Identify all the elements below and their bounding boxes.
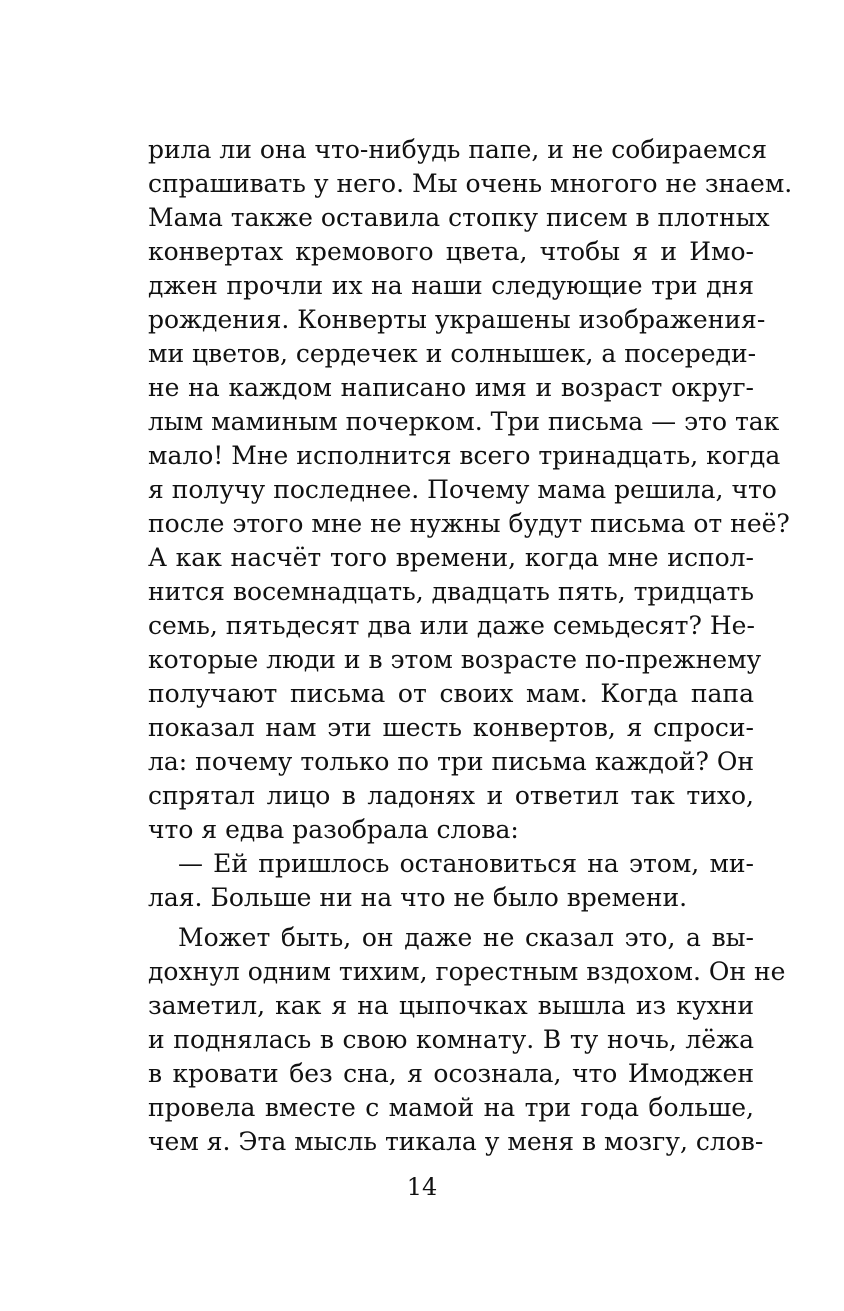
text-line: рождения. Конверты украшены изображения- — [148, 305, 766, 334]
text-line: которые люди и в этом возрасте по-прежнему — [148, 645, 762, 674]
text-line: показал нам эти шесть конвертов, я спроси- — [148, 713, 754, 742]
text-line: спрашивать у него. Мы очень многого не знаем. — [148, 169, 793, 198]
text-line: конвертах кремового цвета, чтобы я и Имо- — [148, 237, 754, 266]
text-line: получают письма от своих мам. Когда папа — [148, 679, 754, 708]
text-line: что я едва разобрала слова: — [148, 815, 519, 844]
text-line: я получу последнее. Почему мама решила, что — [148, 475, 777, 504]
text-line: заметил, как я на цыпочках вышла из кухни — [148, 991, 754, 1020]
text-line: джен прочли их на наши следующие три дня — [148, 271, 754, 300]
text-line: Может быть, он даже не сказал это, а вы- — [178, 923, 754, 952]
book-page-text — [148, 133, 793, 1159]
text-line: чем я. Эта мысль тикала у меня в мозгу, слов- — [148, 1127, 764, 1156]
text-line: ми цветов, сердечек и солнышек, а посереди- — [148, 339, 757, 368]
text-line: и поднялась в свою комнату. В ту ночь, лёжа — [148, 1025, 754, 1054]
text-line: спрятал лицо в ладонях и ответил так тихо, — [148, 781, 754, 810]
text-line: после этого мне не нужны будут письма от неё? — [148, 509, 790, 538]
paragraph — [148, 133, 793, 847]
text-line: рила ли она что-нибудь папе, и не собираемся — [148, 135, 767, 164]
text-line: нится восемнадцать, двадцать пять, тридцать — [148, 577, 754, 606]
paragraph-dialogue — [148, 847, 754, 915]
text-line: ла: почему только по три письма каждой? Он — [148, 747, 754, 776]
text-line: провела вместе с мамой на три года больше, — [148, 1093, 754, 1122]
page-number: 14 — [406, 1173, 438, 1201]
text-line: А как насчёт того времени, когда мне испол- — [148, 543, 754, 572]
text-line: мало! Мне исполнится всего тринадцать, когда — [148, 441, 781, 470]
text-line: лая. Больше ни на что не было времени. — [148, 883, 688, 912]
text-line: — Ей пришлось остановиться на этом, ми- — [178, 849, 754, 878]
text-line: в кровати без сна, я осознала, что Имоджен — [148, 1059, 754, 1088]
text-line: не на каждом написано имя и возраст округ- — [148, 373, 754, 402]
text-line: лым маминым почерком. Три письма — это так — [148, 407, 780, 436]
text-line: дохнул одним тихим, горестным вздохом. Он не — [148, 957, 786, 986]
text-line: семь, пятьдесят два или даже семьдесят? Не- — [148, 611, 755, 640]
text-line: Мама также оставила стопку писем в плотных — [148, 203, 770, 232]
paragraph — [148, 921, 786, 1159]
